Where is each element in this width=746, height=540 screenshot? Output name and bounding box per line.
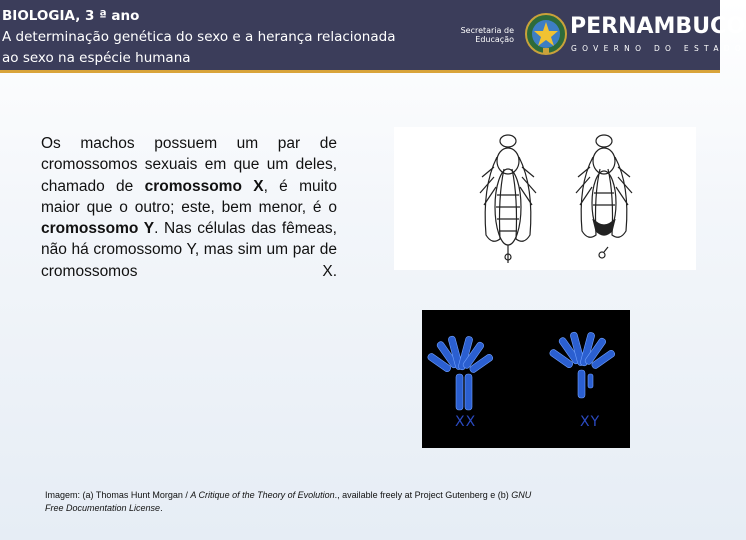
drosophila-figure: [394, 127, 696, 270]
image-credit: [45, 489, 545, 515]
secretaria-label: [452, 26, 514, 44]
title-line-3: ao sexo na espécie humana: [2, 50, 191, 66]
drosophila-illustration: [394, 127, 696, 270]
label-xx: XX: [455, 414, 477, 430]
male-fly-icon: [576, 135, 632, 258]
state-coat-of-arms-icon: [524, 12, 568, 56]
text-part-1: Os machos possuem um par de cromossomos sexuais em que um deles, chamado de: [41, 135, 337, 195]
slide-title: [2, 6, 442, 69]
title-line-2: A determinação genética do sexo e a herança relacionada: [2, 29, 396, 45]
credit-license: GNU Free Documentation License: [45, 490, 532, 513]
chromosome-figure: [422, 310, 630, 448]
term-chromosome-y: cromossomo Y: [41, 220, 155, 238]
xy-chromosomes: [549, 332, 616, 398]
secretaria-line-2: Educação: [475, 35, 514, 44]
label-xy: XY: [580, 414, 601, 430]
secretaria-line-1: Secretaria de: [460, 26, 514, 35]
xx-chromosomes: [427, 336, 494, 410]
female-fly-icon: [480, 135, 536, 263]
explanation-paragraph: [41, 133, 337, 282]
text-part-2: , é muito maior que o outro; este, bem menor, é o: [41, 177, 337, 216]
credit-suffix: .: [160, 503, 163, 513]
text-part-3: . Nas células das fêmeas, não há cromossomo Y, mas sim um par de cromossomos X.: [41, 220, 337, 280]
brand-wordmark: PERNAMBUCO: [570, 14, 745, 39]
brand-subtitle: GOVERNO DO ESTADO: [571, 44, 746, 53]
credit-prefix: Imagem: (a) Thomas Hunt Morgan /: [45, 490, 191, 500]
header-accent-line: [0, 70, 720, 73]
term-chromosome-x: cromossomo X: [144, 177, 264, 195]
credit-middle: ., available freely at Project Gutenberg e (b): [334, 490, 512, 500]
title-line-1: BIOLOGIA, 3 ª ano: [2, 8, 140, 24]
header-bar: [0, 0, 746, 70]
credit-book-title: A Critique of the Theory of Evolution: [190, 490, 335, 500]
